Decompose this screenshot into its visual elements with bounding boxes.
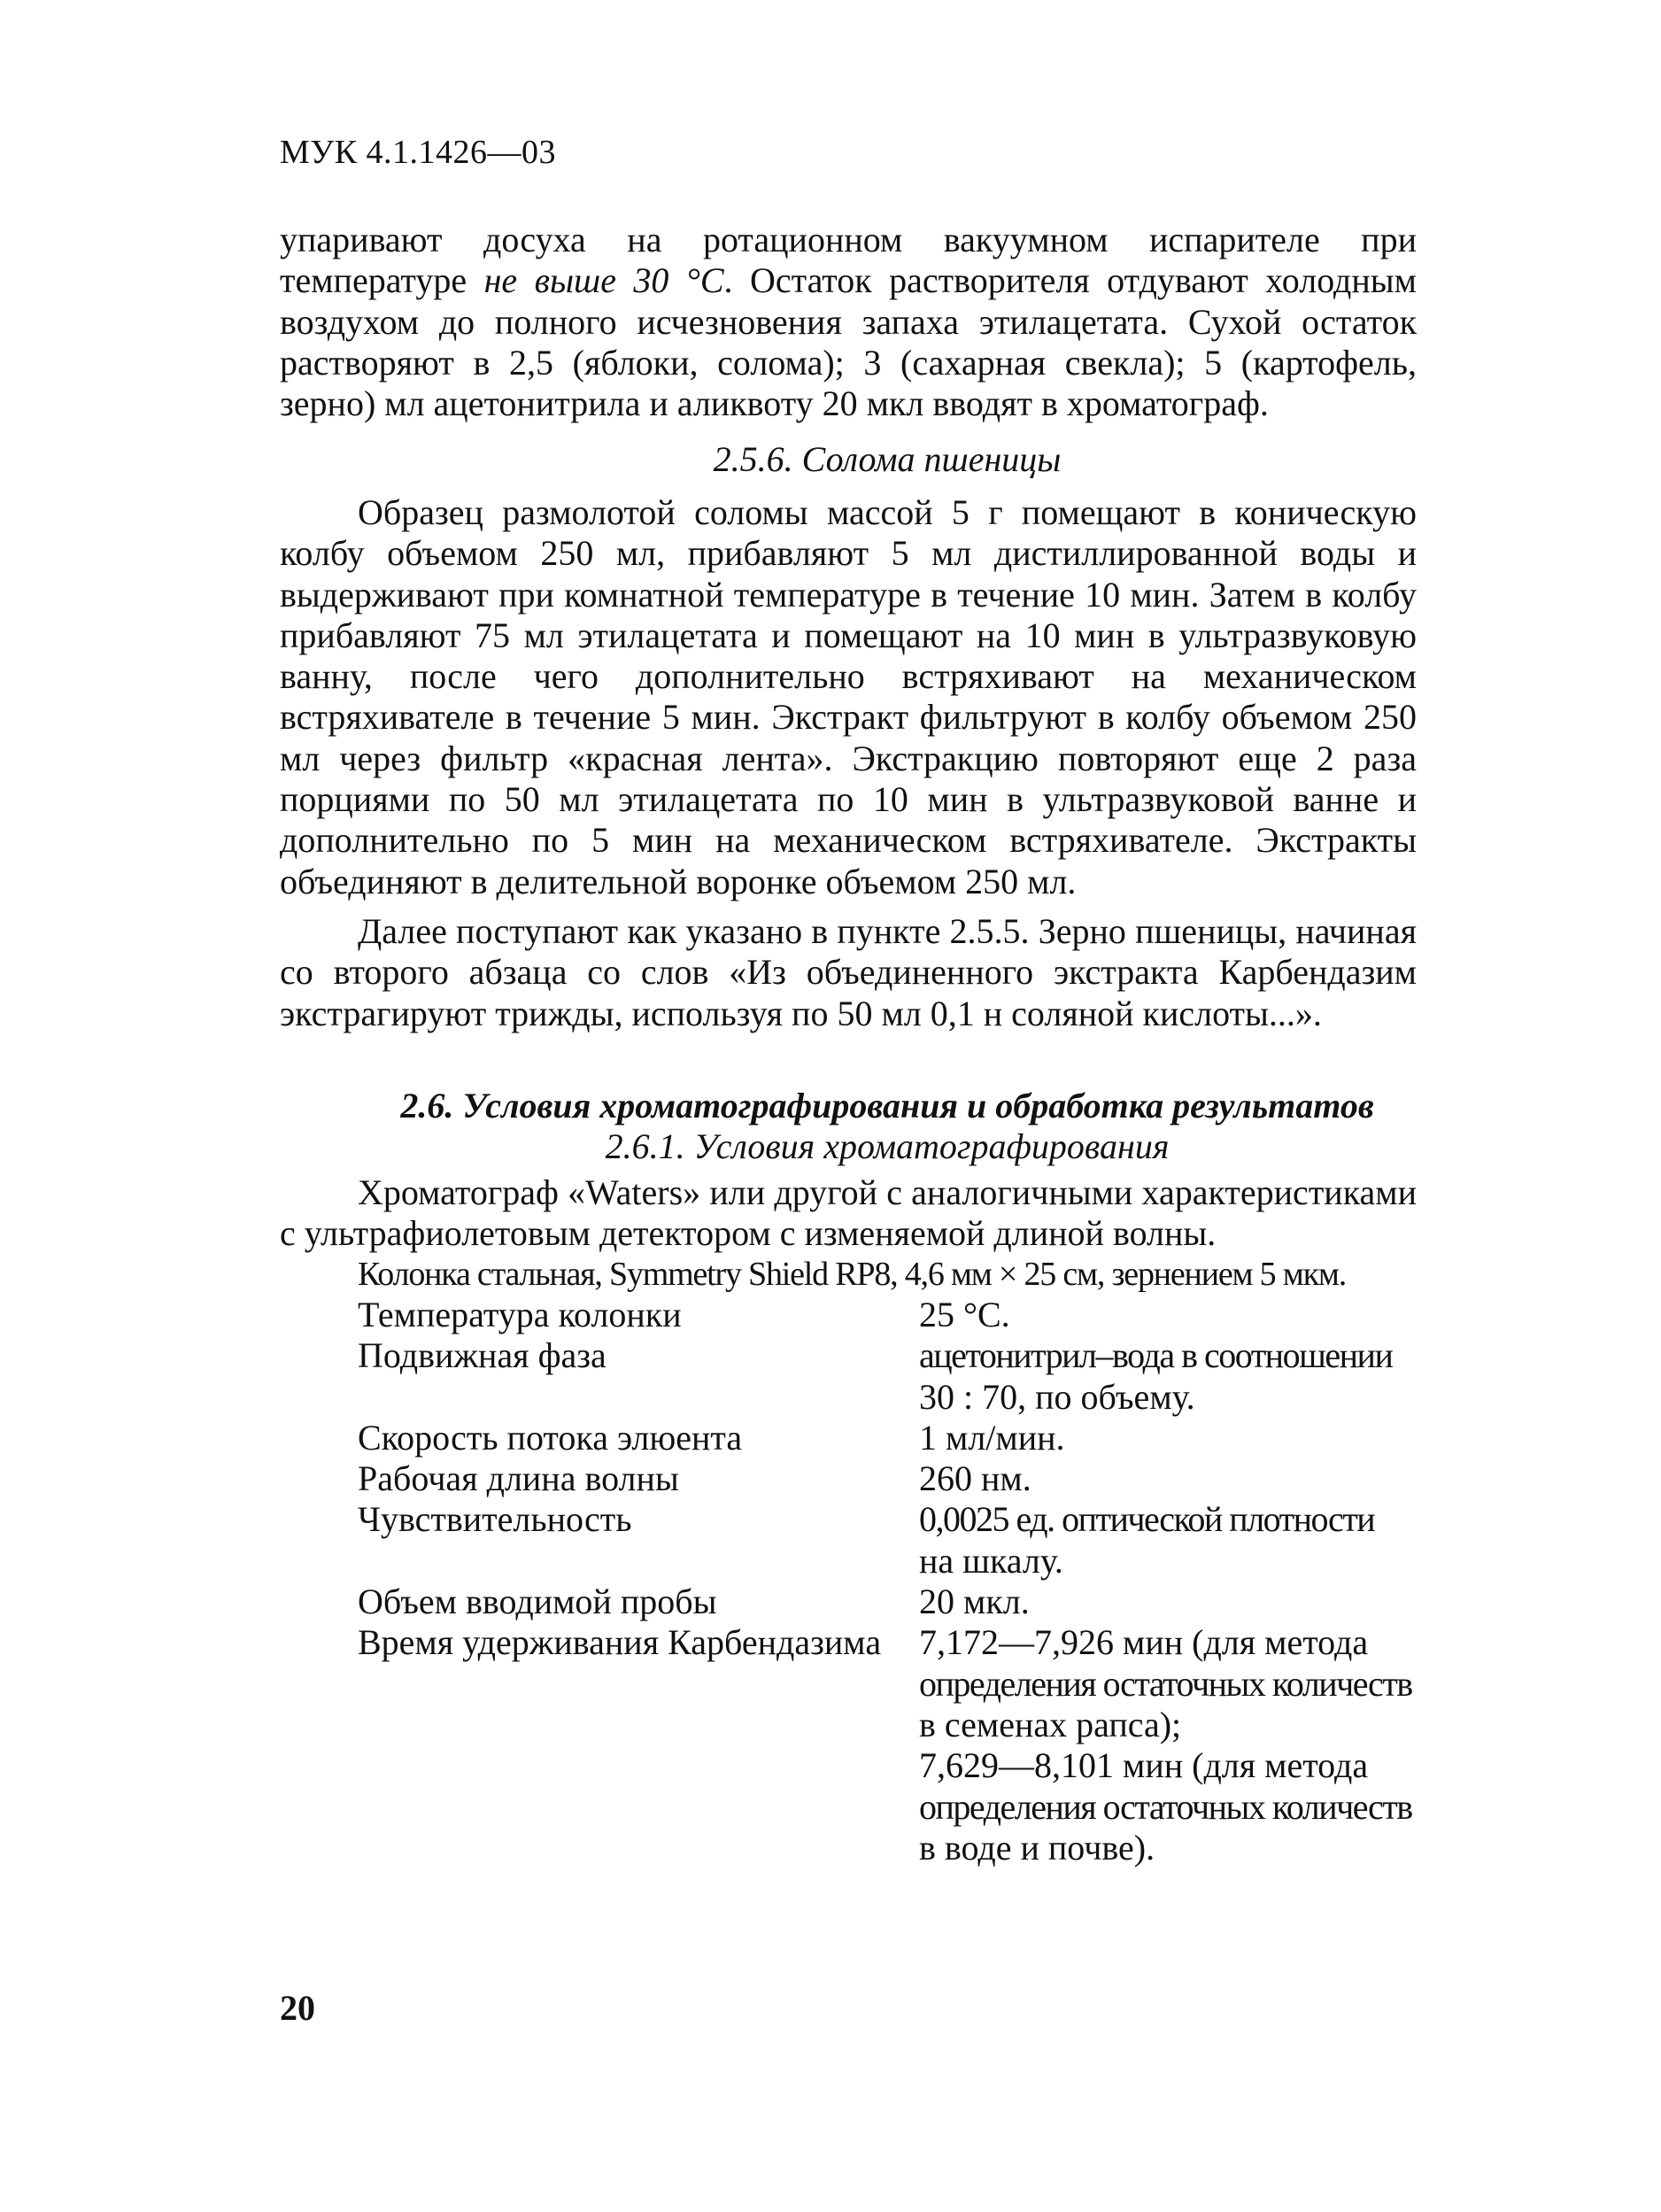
parameter-value bbox=[919, 1622, 1417, 1868]
parameter-row bbox=[358, 1335, 1417, 1418]
parameter-value-line: 7,629—8,101 мин (для метода bbox=[919, 1745, 1369, 1786]
parameter-value bbox=[919, 1582, 1417, 1622]
parameter-label: Подвижная фаза bbox=[358, 1335, 606, 1376]
parameter-value-line: определения остаточных количеств bbox=[919, 1786, 1412, 1827]
section-2-5-6-paragraph-2: Далее поступают как указано в пункте 2.5.5. Зерно пшеницы, начиная со второго абзаца со слов «Из объединенного экстракта Карбендазим экстрагируют трижды, используя по 50 мл 0,1 н соляной кислоты...». bbox=[280, 910, 1417, 1033]
parameter-value-line: 7,172—7,926 мин (для метода bbox=[919, 1622, 1369, 1663]
parameter-value-line: определения остаточных количеств bbox=[919, 1663, 1412, 1704]
section-2-6-title: 2.6. Условия хроматографирования и обработка результатов bbox=[400, 1086, 1374, 1125]
parameter-value bbox=[919, 1335, 1417, 1418]
parameter-row bbox=[358, 1418, 1417, 1458]
page-number: 20 bbox=[280, 1988, 315, 2028]
section-2-6 bbox=[280, 1086, 1417, 1255]
parameter-value-line: на шкалу. bbox=[919, 1540, 1063, 1581]
parameter-row bbox=[358, 1458, 1417, 1499]
intro-block bbox=[280, 220, 1417, 424]
parameter-row bbox=[358, 1582, 1417, 1622]
parameter-label: Скорость потока элюента bbox=[358, 1417, 743, 1458]
section-2-5-6-paragraph-1: Образец размолотой соломы массой 5 г помещают в коническую колбу объемом 250 мл, прибавляют 5 мл дистиллированной воды и выдерживают при комнатной температуре в течение 10 мин. Затем в колбу прибавляют 75 мл этилацетата и помещают на 10 мин в ультразвуковую ванну, после чего дополнительно встряхивают на механическом встряхивателе в течение 5 мин. Экстракт фильтруют в колбу объемом 250 мл через фильтр «красная лента». Экстракцию повторяют еще 2 раза порциями по 50 мл этилацетата по 10 мин в ультразвуковой ванне и дополнительно по 5 мин на механическом встряхивателе. Экстракты объединяют в делительной воронке объемом 250 мл. bbox=[280, 492, 1417, 901]
section-2-6-1-paragraph: Хроматограф «Waters» или другой с аналогичными характеристиками с ультрафиолетовым детектором с изменяемой длиной волны. bbox=[280, 1172, 1417, 1254]
intro-text-emphasis: не выше 30 °С bbox=[483, 260, 724, 301]
document-code-header: МУК 4.1.1426—03 bbox=[280, 134, 557, 171]
parameter-value bbox=[919, 1295, 1417, 1335]
parameter-value-line: ацетонитрил–вода в соотношении bbox=[919, 1335, 1393, 1376]
intro-text-2: . Остаток растворителя отдувают холодным воздухом до полного исчезновения запаха этилацетата. Сухой остаток растворяют в 2,5 (яблоки, солома); 3 (сахарная свекла); 5 (картофель, зерно) мл ацетонитрила и аликвоту 20 мкл вводят в хроматограф. bbox=[280, 260, 1417, 424]
parameter-value-line: в семенах рапса); bbox=[919, 1704, 1182, 1744]
intro-text-1: упаривают досуха на ротационном вакуумном испарителе при температуре bbox=[280, 220, 1417, 301]
parameter-label: Объем вводимой пробы bbox=[358, 1582, 717, 1622]
parameter-value-line: в воде и почве). bbox=[919, 1827, 1155, 1868]
section-2-6-1-title: 2.6.1. Условия хроматографирования bbox=[605, 1126, 1170, 1166]
parameter-value-line: 25 °С. bbox=[919, 1295, 1010, 1334]
intro-paragraph bbox=[280, 220, 1417, 424]
parameter-value-line: 260 нм. bbox=[919, 1458, 1031, 1499]
parameter-row bbox=[358, 1295, 1417, 1335]
parameter-label: Температура колонки bbox=[358, 1295, 682, 1334]
parameter-value bbox=[919, 1458, 1417, 1499]
parameter-value-line: 30 : 70, по объему. bbox=[919, 1376, 1195, 1417]
parameter-label: Чувствительность bbox=[358, 1499, 632, 1540]
section-2-5-6-title: 2.5.6. Солома пшеницы bbox=[713, 439, 1062, 479]
parameter-row bbox=[358, 1499, 1417, 1582]
parameter-row bbox=[358, 1622, 1417, 1868]
section-2-5-6 bbox=[280, 439, 1417, 1034]
parameter-value-line: 1 мл/мин. bbox=[919, 1417, 1065, 1458]
chromatography-parameters bbox=[358, 1295, 1417, 1868]
parameter-value-line: 0,0025 ед. оптической плотности bbox=[919, 1499, 1375, 1540]
parameter-label: Рабочая длина волны bbox=[358, 1458, 679, 1499]
column-spec-line: Колонка стальная, Symmetry Shield RP8, 4,6 мм × 25 см, зернением 5 мкм. bbox=[358, 1256, 1346, 1293]
parameter-value bbox=[919, 1418, 1417, 1458]
parameter-value-line: 20 мкл. bbox=[919, 1582, 1030, 1622]
parameter-label: Время удерживания Карбендазима bbox=[358, 1622, 882, 1663]
parameter-value bbox=[919, 1499, 1417, 1582]
